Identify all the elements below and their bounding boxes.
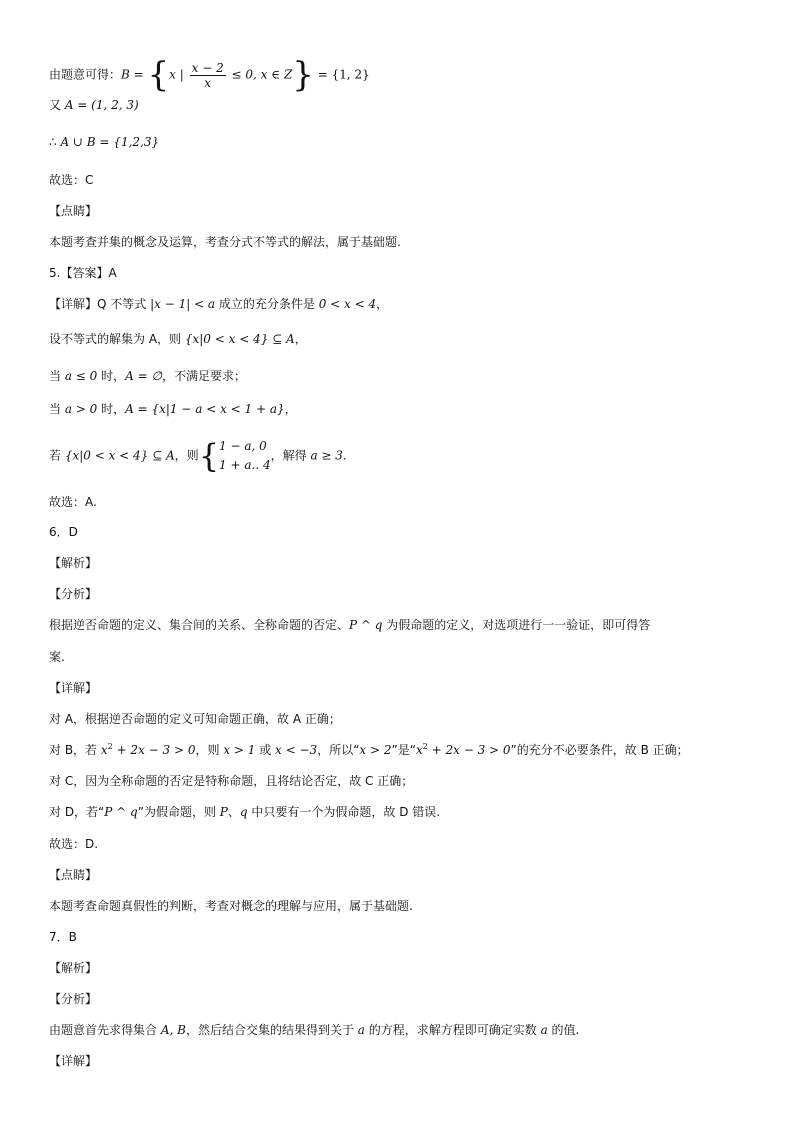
text: 的方程，求解方程即可确定实数 — [364, 1023, 541, 1037]
math: P ^ q — [349, 618, 383, 632]
section-heading: 【解析】 — [49, 556, 98, 570]
answer-line: 故选：D. — [49, 837, 99, 851]
exponent: 2 — [107, 742, 113, 751]
text: 中只要有一个为假命题，故 D 错误. — [247, 805, 441, 819]
text: ，然后结合交集的结果得到关于 — [185, 1023, 358, 1037]
math: = — [129, 67, 148, 82]
section-heading: 【详解】 — [49, 1054, 98, 1068]
answer-line: 故选：C — [49, 173, 94, 187]
text: ∴ — [49, 135, 61, 149]
paragraph: 案. — [49, 650, 65, 664]
text: ，则 — [195, 743, 224, 757]
text: ”的充分不必要条件，故 B 正确； — [510, 743, 689, 757]
line-set-a — [49, 97, 139, 113]
paragraph: 本题考查并集的概念及运算，考查分式不等式的解法，属于基础题. — [49, 235, 401, 249]
text: 设不等式的解集为 A，则 — [49, 332, 185, 346]
text: ， — [284, 402, 297, 416]
system-row: 1 − a, 0 — [219, 439, 267, 453]
math: 0 < x < 4 — [318, 297, 377, 311]
math: A = {x|1 − a < x < 1 + a} — [125, 402, 285, 416]
text: 若 — [49, 448, 65, 463]
text: ，不满足要求； — [161, 369, 246, 383]
line-union — [49, 134, 159, 150]
math: P — [219, 805, 228, 819]
text: 成立的充分条件是 — [215, 297, 319, 311]
text: 由题意可得： — [49, 67, 122, 82]
paragraph — [49, 437, 347, 475]
math: x — [415, 743, 423, 757]
math: x > 1 — [223, 743, 256, 757]
system-row: 1 + a.. 4 — [219, 458, 271, 472]
section-heading: 【分析】 — [49, 587, 98, 601]
math: A = (1, 2, 3) — [64, 98, 139, 112]
math: x — [100, 743, 108, 757]
paragraph — [49, 617, 650, 633]
text: 时， — [97, 369, 126, 383]
paragraph — [49, 401, 297, 417]
text: 对 D，若“ — [49, 805, 105, 819]
paragraph — [49, 742, 689, 758]
math: a — [357, 1023, 365, 1037]
text: 为假命题的定义，对选项进行一一验证，即可得答 — [382, 618, 651, 632]
math: a > 0 — [64, 402, 98, 416]
section-heading: 【点睛】 — [49, 204, 98, 218]
text: ，则 — [174, 448, 199, 463]
text: ， — [294, 332, 307, 346]
text: 当 — [49, 402, 65, 416]
left-brace: { — [147, 55, 170, 95]
section-heading: 【详解】 — [49, 681, 98, 695]
text: 对 B，若 — [49, 743, 101, 757]
text: ， — [376, 297, 389, 311]
paragraph — [49, 296, 388, 312]
exponent: 2 — [422, 742, 428, 751]
section-heading: 【解析】 — [49, 961, 98, 975]
math: x — [169, 67, 176, 82]
math: {x|0 < x < 4} ⊆ A — [184, 332, 295, 346]
paragraph — [49, 804, 440, 820]
paragraph: 对 A，根据逆否命题的定义可知命题正确，故 A 正确； — [49, 712, 341, 726]
denominator: x — [204, 75, 212, 90]
math: {x|0 < x < 4} ⊆ A — [64, 448, 175, 463]
math: = {1, 2} — [313, 67, 370, 82]
text: ，解得 — [270, 448, 311, 463]
answer-line: 故选：A. — [49, 495, 97, 509]
text: 当 — [49, 369, 65, 383]
fraction — [190, 61, 226, 90]
math: x < −3 — [275, 743, 318, 757]
math: |x − 1| < a — [150, 297, 216, 311]
text: 的值. — [547, 1023, 580, 1037]
math: | — [175, 67, 188, 82]
math: ≤ 0, x ∈ Z — [227, 67, 293, 82]
text: 、 — [227, 805, 240, 819]
text: . — [342, 448, 347, 463]
question-number: 7．B — [49, 930, 77, 944]
section-heading: 【点睛】 — [49, 868, 98, 882]
paragraph: 本题考查命题真假性的判断，考查对概念的理解与应用，属于基础题. — [49, 899, 413, 913]
math: B — [121, 67, 130, 82]
paragraph: 对 C，因为全称命题的否定是特称命题，且将结论否定，故 C 正确； — [49, 774, 414, 788]
inequality-system — [219, 437, 271, 475]
paragraph — [49, 368, 246, 384]
math: A ∪ B = {1,2,3} — [60, 135, 160, 149]
math: + 2x − 3 > 0 — [112, 743, 196, 757]
text: 时， — [97, 402, 126, 416]
math: + 2x − 3 > 0 — [427, 743, 511, 757]
text: ”是“ — [391, 743, 416, 757]
text: 根据逆否命题的定义、集合间的关系、全称命题的否定、 — [49, 618, 350, 632]
math: a — [540, 1023, 548, 1037]
question-number: 6．D — [49, 525, 78, 539]
section-heading: 【分析】 — [49, 992, 98, 1006]
math: A, B — [160, 1023, 186, 1037]
question-number: 5.【答案】A — [49, 266, 117, 280]
numerator: x − 2 — [191, 60, 224, 75]
line-set-b — [49, 55, 370, 95]
math: q — [239, 805, 248, 819]
text: ，所以“ — [317, 743, 360, 757]
system-brace: { — [198, 437, 220, 475]
text: 又 — [49, 98, 65, 112]
text: 或 — [255, 743, 276, 757]
math: A = ∅ — [125, 369, 162, 383]
math: a ≥ 3 — [310, 448, 343, 463]
right-brace: } — [292, 55, 314, 95]
math: x > 2 — [359, 743, 392, 757]
text: 由题意首先求得集合 — [49, 1023, 161, 1037]
text: ”为假命题，则 — [137, 805, 220, 819]
paragraph — [49, 1022, 579, 1038]
paragraph — [49, 331, 307, 347]
math: a ≤ 0 — [64, 369, 98, 383]
text: 【详解】Q 不等式 — [49, 297, 151, 311]
math: P ^ q — [104, 805, 138, 819]
